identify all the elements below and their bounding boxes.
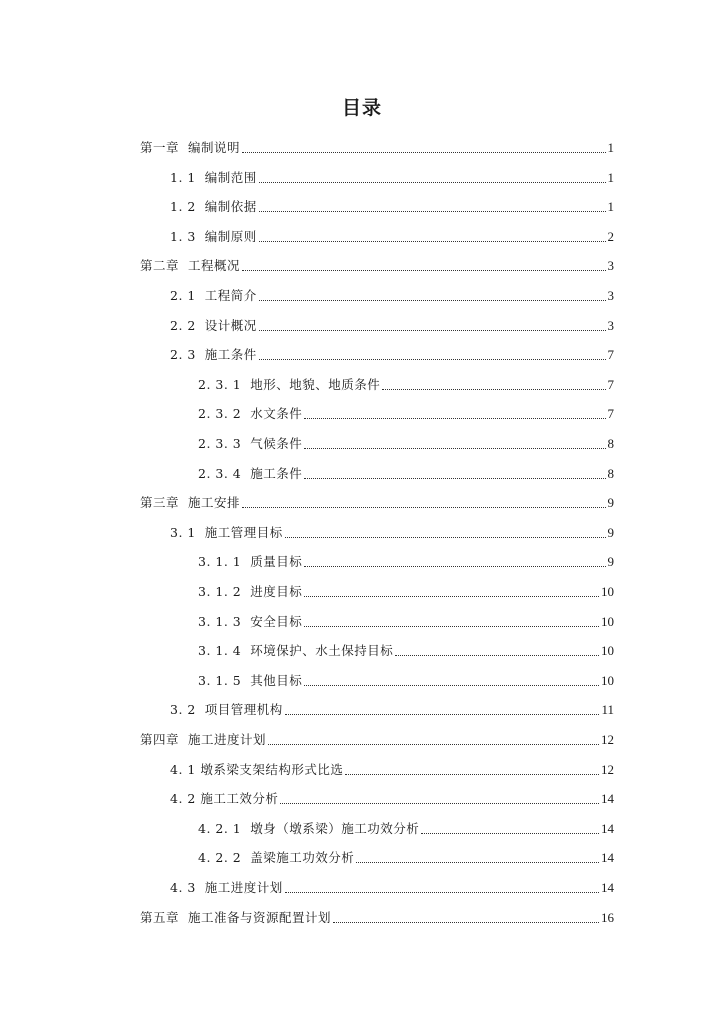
toc-entry[interactable] xyxy=(170,756,614,778)
toc-entry-label: 1. 3 编制原则 xyxy=(170,228,257,244)
toc-dot-leader xyxy=(382,388,605,390)
toc-dot-leader xyxy=(259,240,606,242)
toc-page-number: 2 xyxy=(607,228,614,244)
toc-page-number: 3 xyxy=(607,258,614,274)
toc-dot-leader xyxy=(259,358,606,360)
toc-dot-leader xyxy=(259,210,606,212)
toc-entry[interactable] xyxy=(198,667,614,689)
toc-dot-leader xyxy=(285,891,599,893)
toc-entry[interactable] xyxy=(170,874,614,896)
toc-entry-label: 第二章 工程概况 xyxy=(140,258,240,274)
toc-page-number: 14 xyxy=(601,850,614,866)
toc-dot-leader xyxy=(280,802,599,804)
toc-entry[interactable] xyxy=(198,400,614,422)
toc-page-number: 16 xyxy=(601,909,614,925)
toc-entry[interactable] xyxy=(198,637,614,659)
toc-entry-label: 2. 3. 3 气候条件 xyxy=(198,436,303,451)
toc-entry[interactable] xyxy=(140,726,614,748)
toc-entry[interactable] xyxy=(170,282,614,304)
toc-entry-label: 2. 2 设计概况 xyxy=(170,317,257,333)
toc-entry-label: 4. 3 施工进度计划 xyxy=(170,880,283,895)
toc-page-number: 8 xyxy=(607,465,614,481)
toc-page-number: 1 xyxy=(607,169,614,185)
toc-entry[interactable] xyxy=(140,904,614,926)
toc-entry[interactable] xyxy=(170,785,614,807)
toc-dot-leader xyxy=(304,595,599,597)
toc-dot-leader xyxy=(259,329,606,331)
toc-dot-leader xyxy=(345,773,599,775)
toc-entry[interactable] xyxy=(170,164,614,186)
toc-entry[interactable] xyxy=(198,578,614,600)
toc-entry-label: 2. 3. 1 地形、地貌、地质条件 xyxy=(198,376,381,392)
toc-entry-label: 4. 1 墩系梁支架结构形式比选 xyxy=(170,761,344,777)
toc-entry[interactable] xyxy=(170,193,614,215)
toc-page-number: 9 xyxy=(607,524,614,540)
toc-entry[interactable] xyxy=(170,696,614,718)
toc-entry-label: 第三章 施工安排 xyxy=(140,495,240,511)
toc-entry-label: 2. 3 施工条件 xyxy=(170,347,257,363)
toc-page-number: 7 xyxy=(607,376,614,392)
toc-entry-label: 4. 2 施工工效分析 xyxy=(170,791,279,807)
toc-dot-leader xyxy=(304,625,599,627)
toc-entry[interactable] xyxy=(198,460,614,482)
toc-dot-leader xyxy=(285,536,606,538)
toc-dot-leader xyxy=(259,181,606,183)
toc-page-number: 3 xyxy=(607,288,614,303)
toc-page-number: 8 xyxy=(607,436,614,451)
toc-dot-leader xyxy=(304,684,599,686)
toc-entry-label: 1. 2 编制依据 xyxy=(170,199,257,215)
toc-entry-label: 3. 2 项目管理机构 xyxy=(170,702,283,718)
toc-dot-leader xyxy=(242,506,606,508)
toc-dot-leader xyxy=(304,565,605,567)
toc-entry[interactable] xyxy=(198,844,614,866)
toc-page-number: 14 xyxy=(601,880,614,895)
toc-dot-leader xyxy=(421,832,599,834)
toc-entry-label: 第一章 编制说明 xyxy=(140,140,240,155)
toc-entry[interactable] xyxy=(170,223,614,245)
toc-page-number: 12 xyxy=(601,732,614,747)
toc-dot-leader xyxy=(259,299,606,301)
toc-dot-leader xyxy=(242,269,606,271)
toc-page-number: 7 xyxy=(607,406,614,422)
toc-page-number: 9 xyxy=(607,554,614,570)
toc-entry[interactable] xyxy=(198,430,614,452)
toc-entry-label: 2. 1 工程简介 xyxy=(170,288,257,303)
toc-dot-leader xyxy=(268,743,599,745)
toc-page-number: 10 xyxy=(601,672,614,688)
toc-entry[interactable] xyxy=(140,489,614,511)
toc-page-number: 10 xyxy=(601,584,614,599)
toc-entry-label: 4. 2. 1 墩身（墩系梁）施工功效分析 xyxy=(198,820,420,836)
toc-dot-leader xyxy=(242,151,606,153)
toc-page-number: 10 xyxy=(601,643,614,659)
toc-page-number: 12 xyxy=(601,761,614,777)
toc-entry[interactable] xyxy=(198,548,614,570)
toc-page-number: 7 xyxy=(607,347,614,363)
toc-dot-leader xyxy=(304,417,605,419)
toc-entry[interactable] xyxy=(198,815,614,837)
toc-entry-label: 3. 1 施工管理目标 xyxy=(170,524,283,540)
toc-entry-label: 3. 1. 3 安全目标 xyxy=(198,613,303,629)
toc-dot-leader xyxy=(304,477,605,479)
toc-entry[interactable] xyxy=(198,371,614,393)
toc-dot-leader xyxy=(304,447,605,449)
toc-page-number: 3 xyxy=(607,317,614,333)
toc-entry-label: 3. 1. 2 进度目标 xyxy=(198,584,303,599)
toc-entry[interactable] xyxy=(170,341,614,363)
toc-page-number: 14 xyxy=(601,791,614,807)
toc-entry-label: 1. 1 编制范围 xyxy=(170,169,257,185)
toc-page-number: 14 xyxy=(601,820,614,836)
toc-entry[interactable] xyxy=(140,252,614,274)
toc-dot-leader xyxy=(333,921,599,923)
toc-entry[interactable] xyxy=(140,134,614,156)
toc-entry-label: 第五章 施工准备与资源配置计划 xyxy=(140,909,331,925)
toc-entry-label: 2. 3. 4 施工条件 xyxy=(198,465,303,481)
toc-title: 目录 xyxy=(341,97,382,119)
toc-entry-label: 4. 2. 2 盖梁施工功效分析 xyxy=(198,850,355,866)
toc-dot-leader xyxy=(395,654,599,656)
toc-dot-leader xyxy=(285,713,600,715)
toc-entry-label: 3. 1. 5 其他目标 xyxy=(198,672,303,688)
toc-page-number: 1 xyxy=(607,140,614,155)
toc-page-number: 10 xyxy=(601,613,614,629)
toc-entry[interactable] xyxy=(198,608,614,630)
toc-page-number: 9 xyxy=(607,495,614,511)
toc-dot-leader xyxy=(356,861,599,863)
toc-page-number: 1 xyxy=(607,199,614,215)
toc-entry[interactable] xyxy=(170,312,614,334)
toc-entry-label: 第四章 施工进度计划 xyxy=(140,732,266,747)
toc-entry-label: 3. 1. 4 环境保护、水土保持目标 xyxy=(198,643,394,659)
toc-entry[interactable] xyxy=(170,519,614,541)
toc-entry-label: 3. 1. 1 质量目标 xyxy=(198,554,303,570)
toc-page-number: 11 xyxy=(601,702,614,718)
toc-entry-label: 2. 3. 2 水文条件 xyxy=(198,406,303,422)
